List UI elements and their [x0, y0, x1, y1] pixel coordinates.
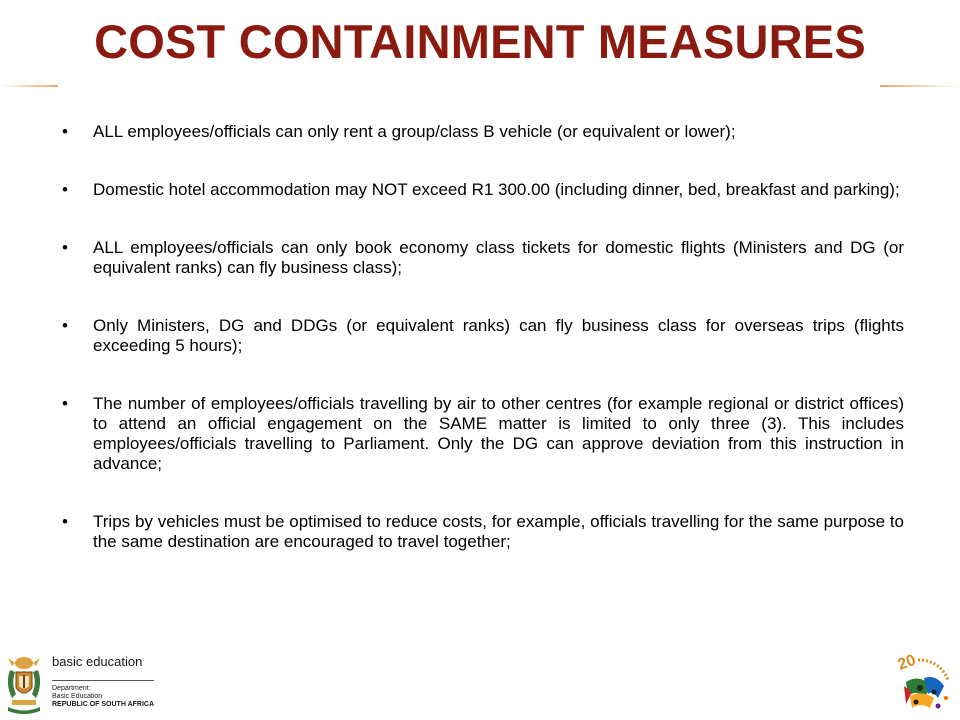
bullet-dot: • [62, 122, 68, 141]
bullet-item [62, 122, 904, 142]
bullet-text: Domestic hotel accommodation may NOT exceed R1 300.00 (including dinner, bed, breakfast and parking); [93, 180, 900, 199]
slide-title: COST CONTAINMENT MEASURES [94, 15, 866, 68]
anniversary-logo [890, 652, 956, 718]
bullet-text: Trips by vehicles must be optimised to reduce costs, for example, officials travelling for the same purpose to the same destination are encouraged to travel together; [93, 512, 904, 551]
bullet-item [62, 238, 904, 278]
bullet-item [62, 316, 904, 356]
country-line: REPUBLIC OF SOUTH AFRICA [52, 701, 155, 708]
department-rule [52, 680, 154, 681]
title-rule-right [880, 85, 960, 87]
bullet-item [62, 512, 904, 552]
bullet-text: Only Ministers, DG and DDGs (or equivalent ranks) can fly business class for overseas trips (flights exceeding 5 hours); [93, 316, 904, 355]
bullet-text: The number of employees/officials travelling by air to other centres (for example regional or district offices) to attend an official engagement on the SAME matter is limited to only three (3). This includes employees/officials travelling to Parliament. Only the DG can approve deviation from this instruction in advance; [93, 394, 904, 473]
bullet-item [62, 394, 904, 474]
bullet-item [62, 180, 904, 200]
bullet-list [62, 122, 904, 552]
bullet-dot: • [62, 238, 68, 257]
department-line: Department: [52, 685, 91, 692]
coat-of-arms-icon [2, 654, 46, 716]
bullet-text: ALL employees/officials can only book economy class tickets for domestic flights (Ministers and DG (or equivalent ranks) can fly business class); [93, 238, 904, 277]
bullet-dot: • [62, 394, 68, 413]
department-name: basic education [52, 654, 143, 669]
department-line: Basic Education [52, 693, 103, 700]
department-logo [0, 650, 170, 720]
bullet-dot: • [62, 180, 68, 199]
svg-text:20: 20 [895, 652, 919, 674]
bullet-dot: • [62, 316, 68, 335]
bullet-text: ALL employees/officials can only rent a group/class B vehicle (or equivalent or lower); [93, 122, 736, 141]
title-rule-left [0, 85, 58, 87]
bullet-dot: • [62, 512, 68, 531]
